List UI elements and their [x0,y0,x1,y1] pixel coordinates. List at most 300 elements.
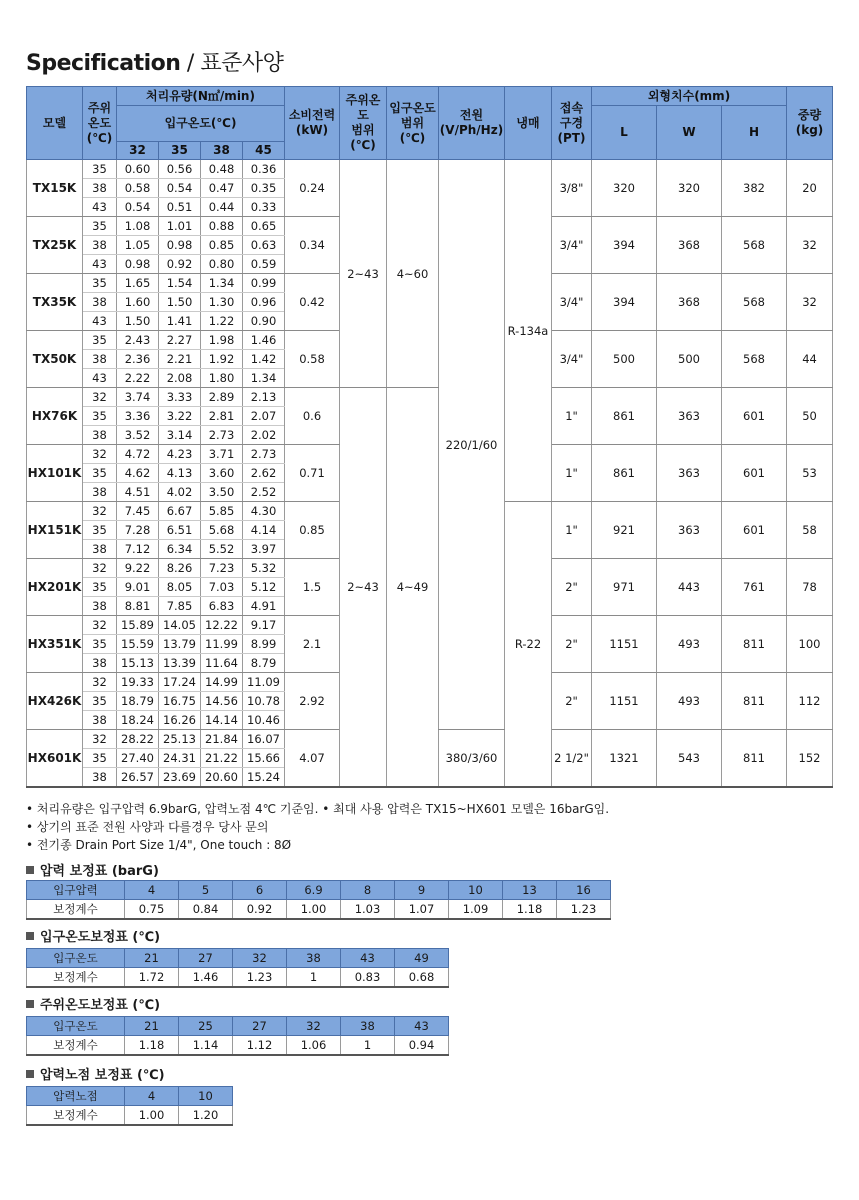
flow-cell: 7.03 [201,578,243,597]
amb-temp-cell: 38 [83,768,117,788]
amb-temp-cell: 38 [83,540,117,559]
amb-temp-cell: 38 [83,711,117,730]
model-name: TX15K [27,160,83,217]
flow-cell: 16.26 [159,711,201,730]
amb-temp-cell: 43 [83,198,117,217]
dim-w-cell: 363 [657,388,722,445]
header-cell: 32 [233,949,287,968]
flow-cell: 15.13 [117,654,159,673]
header-inlet-35: 35 [159,142,201,160]
weight-cell: 152 [787,730,833,788]
power-cell: 4.07 [285,730,340,788]
spec-table-body [27,160,833,788]
flow-cell: 1.80 [201,369,243,388]
amb-temp-cell: 35 [83,578,117,597]
header-cell: 6 [233,881,287,900]
value-cell: 1.07 [395,900,449,920]
weight-cell: 100 [787,616,833,673]
table-row [27,968,449,988]
amb-temp-cell: 32 [83,559,117,578]
flow-cell: 2.73 [243,445,285,464]
header-cell: 43 [395,1017,449,1036]
header-cell: 16 [557,881,611,900]
section-title-ambient-temp: 주위온도보정표 (℃) [26,994,160,1013]
supply-cell: 220/1/60 [439,160,505,730]
flow-cell: 19.33 [117,673,159,692]
flow-cell: 0.48 [201,160,243,179]
dim-h-cell: 568 [722,331,787,388]
flow-cell: 3.60 [201,464,243,483]
header-inlet-temp: 입구온도(℃) [117,106,285,142]
flow-cell: 5.12 [243,578,285,597]
flow-cell: 3.74 [117,388,159,407]
value-cell: 0.83 [341,968,395,988]
flow-cell: 7.28 [117,521,159,540]
flow-cell: 7.45 [117,502,159,521]
value-cell: 1.72 [125,968,179,988]
flow-cell: 15.66 [243,749,285,768]
model-name: HX601K [27,730,83,788]
dim-h-cell: 382 [722,160,787,217]
header-cell: 4 [125,1087,179,1106]
model-name: HX426K [27,673,83,730]
header-refrigerant: 냉매 [505,87,552,160]
header-dim-w: W [657,106,722,160]
flow-cell: 3.97 [243,540,285,559]
amb-temp-cell: 32 [83,388,117,407]
flow-cell: 9.22 [117,559,159,578]
value-cell: 0.92 [233,900,287,920]
model-name: TX25K [27,217,83,274]
flow-cell: 8.81 [117,597,159,616]
power-cell: 0.42 [285,274,340,331]
flow-cell: 1.22 [201,312,243,331]
port-cell: 2" [552,616,592,673]
flow-cell: 10.78 [243,692,285,711]
flow-cell: 1.08 [117,217,159,236]
amb-temp-cell: 35 [83,274,117,293]
flow-cell: 0.35 [243,179,285,198]
dim-w-cell: 493 [657,673,722,730]
amb-temp-cell: 38 [83,236,117,255]
header-cell: 10 [179,1087,233,1106]
amb-temp-cell: 32 [83,445,117,464]
flow-cell: 10.46 [243,711,285,730]
header-amb-temp: 주위 온도 (℃) [83,87,117,160]
power-cell: 0.34 [285,217,340,274]
page-title: Specification / 표준사양 [26,51,284,76]
weight-cell: 20 [787,160,833,217]
flow-cell: 4.30 [243,502,285,521]
table-row [27,1106,233,1126]
table-row [27,160,833,179]
flow-cell: 0.88 [201,217,243,236]
row-label: 입구온도 [27,1017,125,1036]
header-cell: 21 [125,1017,179,1036]
flow-cell: 1.46 [243,331,285,350]
dim-h-cell: 601 [722,388,787,445]
weight-cell: 44 [787,331,833,388]
section-title-dewpoint: 압력노점 보정표 (℃) [26,1064,165,1083]
ambient-temp-correction-table [26,1016,449,1056]
table-row [27,881,611,900]
flow-cell: 3.33 [159,388,201,407]
port-cell: 1" [552,388,592,445]
flow-cell: 5.32 [243,559,285,578]
flow-cell: 0.33 [243,198,285,217]
value-cell: 1 [341,1036,395,1056]
header-cell: 32 [287,1017,341,1036]
dim-h-cell: 811 [722,616,787,673]
dim-l-cell: 1151 [592,673,657,730]
flow-cell: 0.54 [117,198,159,217]
spec-table [26,86,833,788]
flow-cell: 1.34 [243,369,285,388]
table-row [27,1036,449,1056]
flow-cell: 27.40 [117,749,159,768]
amb-temp-cell: 38 [83,350,117,369]
dim-h-cell: 761 [722,559,787,616]
power-cell: 0.85 [285,502,340,559]
flow-cell: 4.14 [243,521,285,540]
flow-cell: 0.85 [201,236,243,255]
flow-cell: 1.34 [201,274,243,293]
dim-w-cell: 363 [657,502,722,559]
value-cell: 1.03 [341,900,395,920]
port-cell: 3/8" [552,160,592,217]
flow-cell: 4.23 [159,445,201,464]
flow-cell: 0.65 [243,217,285,236]
dim-h-cell: 601 [722,502,787,559]
dim-l-cell: 1151 [592,616,657,673]
flow-cell: 7.85 [159,597,201,616]
dim-w-cell: 320 [657,160,722,217]
flow-cell: 3.52 [117,426,159,445]
dim-l-cell: 1321 [592,730,657,788]
power-cell: 1.5 [285,559,340,616]
flow-cell: 1.41 [159,312,201,331]
power-cell: 0.58 [285,331,340,388]
port-cell: 2" [552,559,592,616]
flow-cell: 1.54 [159,274,201,293]
flow-cell: 7.23 [201,559,243,578]
flow-cell: 0.47 [201,179,243,198]
value-cell: 1.18 [503,900,557,920]
amb-temp-cell: 43 [83,369,117,388]
power-cell: 2.92 [285,673,340,730]
value-cell: 1.06 [287,1036,341,1056]
header-cell: 25 [179,1017,233,1036]
flow-cell: 6.34 [159,540,201,559]
note-line: • 처리유량은 입구압력 6.9barG, 압력노점 4℃ 기준임. • 최대 사용 압력은 TX15~HX601 모델은 16barG임. [26,802,610,816]
value-cell: 1.20 [179,1106,233,1126]
value-cell: 0.75 [125,900,179,920]
model-name: TX50K [27,331,83,388]
inlet-range-cell: 4~49 [387,388,439,788]
header-flow: 처리유량(N㎥/min) [117,87,285,106]
value-cell: 0.84 [179,900,233,920]
flow-cell: 6.83 [201,597,243,616]
amb-temp-cell: 43 [83,255,117,274]
flow-cell: 14.05 [159,616,201,635]
flow-cell: 2.08 [159,369,201,388]
header-inlet-45: 45 [243,142,285,160]
flow-cell: 2.07 [243,407,285,426]
flow-cell: 8.26 [159,559,201,578]
square-bullet-icon [26,932,34,940]
flow-cell: 1.92 [201,350,243,369]
section-title-pressure: 압력 보정표 (barG) [26,860,159,879]
value-cell: 0.94 [395,1036,449,1056]
amb-temp-cell: 38 [83,483,117,502]
flow-cell: 18.24 [117,711,159,730]
flow-cell: 12.22 [201,616,243,635]
amb-temp-cell: 35 [83,464,117,483]
flow-cell: 1.65 [117,274,159,293]
inlet-temp-correction-table [26,948,449,988]
dim-l-cell: 394 [592,274,657,331]
amb-temp-cell: 35 [83,521,117,540]
header-cell: 6.9 [287,881,341,900]
flow-cell: 26.57 [117,768,159,788]
header-cell: 49 [395,949,449,968]
dim-w-cell: 363 [657,445,722,502]
header-cell: 8 [341,881,395,900]
dim-h-cell: 811 [722,730,787,788]
value-cell: 1.09 [449,900,503,920]
header-inlet-32: 32 [117,142,159,160]
value-cell: 1.14 [179,1036,233,1056]
flow-cell: 7.12 [117,540,159,559]
flow-cell: 0.56 [159,160,201,179]
section-title-inlet-temp: 입구온도보정표 (℃) [26,926,160,945]
power-cell: 0.71 [285,445,340,502]
dewpoint-correction-table [26,1086,233,1126]
inlet-range-cell: 4~60 [387,160,439,388]
model-name: HX351K [27,616,83,673]
flow-cell: 8.99 [243,635,285,654]
dim-l-cell: 921 [592,502,657,559]
dim-h-cell: 811 [722,673,787,730]
flow-cell: 3.36 [117,407,159,426]
dim-l-cell: 971 [592,559,657,616]
value-cell: 1.23 [233,968,287,988]
header-cell: 38 [341,1017,395,1036]
value-cell: 1.12 [233,1036,287,1056]
header-cell: 5 [179,881,233,900]
flow-cell: 0.99 [243,274,285,293]
table-row [27,1017,449,1036]
dim-l-cell: 861 [592,388,657,445]
amb-temp-cell: 32 [83,502,117,521]
amb-temp-cell: 38 [83,293,117,312]
dim-h-cell: 601 [722,445,787,502]
supply-cell: 380/3/60 [439,730,505,788]
header-cell: 27 [179,949,233,968]
row-label: 압력노점 [27,1087,125,1106]
flow-cell: 0.58 [117,179,159,198]
power-cell: 2.1 [285,616,340,673]
amb-temp-cell: 38 [83,426,117,445]
flow-cell: 2.89 [201,388,243,407]
flow-cell: 4.62 [117,464,159,483]
flow-cell: 1.01 [159,217,201,236]
refrigerant-cell: R-22 [505,502,552,788]
flow-cell: 2.73 [201,426,243,445]
flow-cell: 0.63 [243,236,285,255]
weight-cell: 112 [787,673,833,730]
weight-cell: 53 [787,445,833,502]
value-cell: 1.00 [125,1106,179,1126]
header-supply: 전원 (V/Ph/Hz) [439,87,505,160]
header-cell: 4 [125,881,179,900]
flow-cell: 24.31 [159,749,201,768]
flow-cell: 2.36 [117,350,159,369]
flow-cell: 9.17 [243,616,285,635]
header-dims: 외형치수(mm) [592,87,787,106]
flow-cell: 4.02 [159,483,201,502]
flow-cell: 0.59 [243,255,285,274]
flow-cell: 4.13 [159,464,201,483]
pressure-correction-table [26,880,611,920]
amb-temp-cell: 35 [83,217,117,236]
flow-cell: 2.62 [243,464,285,483]
flow-cell: 1.42 [243,350,285,369]
table-row [27,388,833,407]
flow-cell: 0.60 [117,160,159,179]
flow-cell: 5.85 [201,502,243,521]
flow-cell: 0.51 [159,198,201,217]
amb-range-cell: 2~43 [340,388,387,788]
flow-cell: 5.68 [201,521,243,540]
flow-cell: 2.22 [117,369,159,388]
model-name: HX101K [27,445,83,502]
flow-cell: 6.67 [159,502,201,521]
flow-cell: 18.79 [117,692,159,711]
amb-temp-cell: 35 [83,160,117,179]
header-model: 모델 [27,87,83,160]
flow-cell: 15.89 [117,616,159,635]
flow-cell: 17.24 [159,673,201,692]
power-cell: 0.24 [285,160,340,217]
amb-temp-cell: 35 [83,331,117,350]
flow-cell: 2.13 [243,388,285,407]
header-cell: 13 [503,881,557,900]
weight-cell: 32 [787,217,833,274]
flow-cell: 11.99 [201,635,243,654]
amb-temp-cell: 35 [83,749,117,768]
flow-cell: 5.52 [201,540,243,559]
flow-cell: 9.01 [117,578,159,597]
flow-cell: 13.39 [159,654,201,673]
flow-cell: 0.96 [243,293,285,312]
header-weight: 중량 (kg) [787,87,833,160]
flow-cell: 20.60 [201,768,243,788]
flow-cell: 0.80 [201,255,243,274]
value-cell: 1.00 [287,900,341,920]
amb-temp-cell: 32 [83,616,117,635]
flow-cell: 3.50 [201,483,243,502]
dim-w-cell: 543 [657,730,722,788]
amb-temp-cell: 32 [83,730,117,749]
flow-cell: 2.81 [201,407,243,426]
dim-l-cell: 320 [592,160,657,217]
dim-l-cell: 861 [592,445,657,502]
port-cell: 2" [552,673,592,730]
flow-cell: 4.72 [117,445,159,464]
flow-cell: 16.75 [159,692,201,711]
weight-cell: 58 [787,502,833,559]
flow-cell: 4.51 [117,483,159,502]
header-inlet-38: 38 [201,142,243,160]
flow-cell: 0.54 [159,179,201,198]
flow-cell: 2.02 [243,426,285,445]
note-line: • 전기종 Drain Port Size 1/4", One touch : 8Ø [26,838,292,852]
header-dim-l: L [592,106,657,160]
flow-cell: 1.50 [117,312,159,331]
weight-cell: 50 [787,388,833,445]
flow-cell: 3.14 [159,426,201,445]
dim-h-cell: 568 [722,274,787,331]
value-cell: 0.68 [395,968,449,988]
dim-w-cell: 368 [657,217,722,274]
table-row [27,949,449,968]
row-label: 입구온도 [27,949,125,968]
flow-cell: 15.24 [243,768,285,788]
weight-cell: 32 [787,274,833,331]
port-cell: 3/4" [552,217,592,274]
flow-cell: 0.98 [117,255,159,274]
header-cell: 9 [395,881,449,900]
note-line: • 상기의 표준 전원 사양과 다를경우 당사 문의 [26,820,269,834]
flow-cell: 14.56 [201,692,243,711]
row-label: 보정계수 [27,1036,125,1056]
row-label: 보정계수 [27,900,125,920]
dim-w-cell: 500 [657,331,722,388]
flow-cell: 21.22 [201,749,243,768]
model-name: TX35K [27,274,83,331]
port-cell: 1" [552,445,592,502]
flow-cell: 6.51 [159,521,201,540]
amb-temp-cell: 35 [83,635,117,654]
header-amb-range: 주위온도 범위 (℃) [340,87,387,160]
port-cell: 1" [552,502,592,559]
amb-temp-cell: 38 [83,654,117,673]
header-port: 접속 구경 (PT) [552,87,592,160]
row-label: 보정계수 [27,968,125,988]
model-name: HX76K [27,388,83,445]
weight-cell: 78 [787,559,833,616]
dim-w-cell: 368 [657,274,722,331]
dim-l-cell: 394 [592,217,657,274]
port-cell: 3/4" [552,331,592,388]
flow-cell: 1.30 [201,293,243,312]
square-bullet-icon [26,1070,34,1078]
flow-cell: 0.90 [243,312,285,331]
amb-temp-cell: 35 [83,407,117,426]
notes [26,800,609,854]
flow-cell: 11.09 [243,673,285,692]
flow-cell: 11.64 [201,654,243,673]
model-name: HX151K [27,502,83,559]
header-inlet-range: 입구온도 범위 (℃) [387,87,439,160]
header-cell: 10 [449,881,503,900]
flow-cell: 4.91 [243,597,285,616]
flow-cell: 1.05 [117,236,159,255]
flow-cell: 1.98 [201,331,243,350]
row-label: 입구압력 [27,881,125,900]
flow-cell: 25.13 [159,730,201,749]
